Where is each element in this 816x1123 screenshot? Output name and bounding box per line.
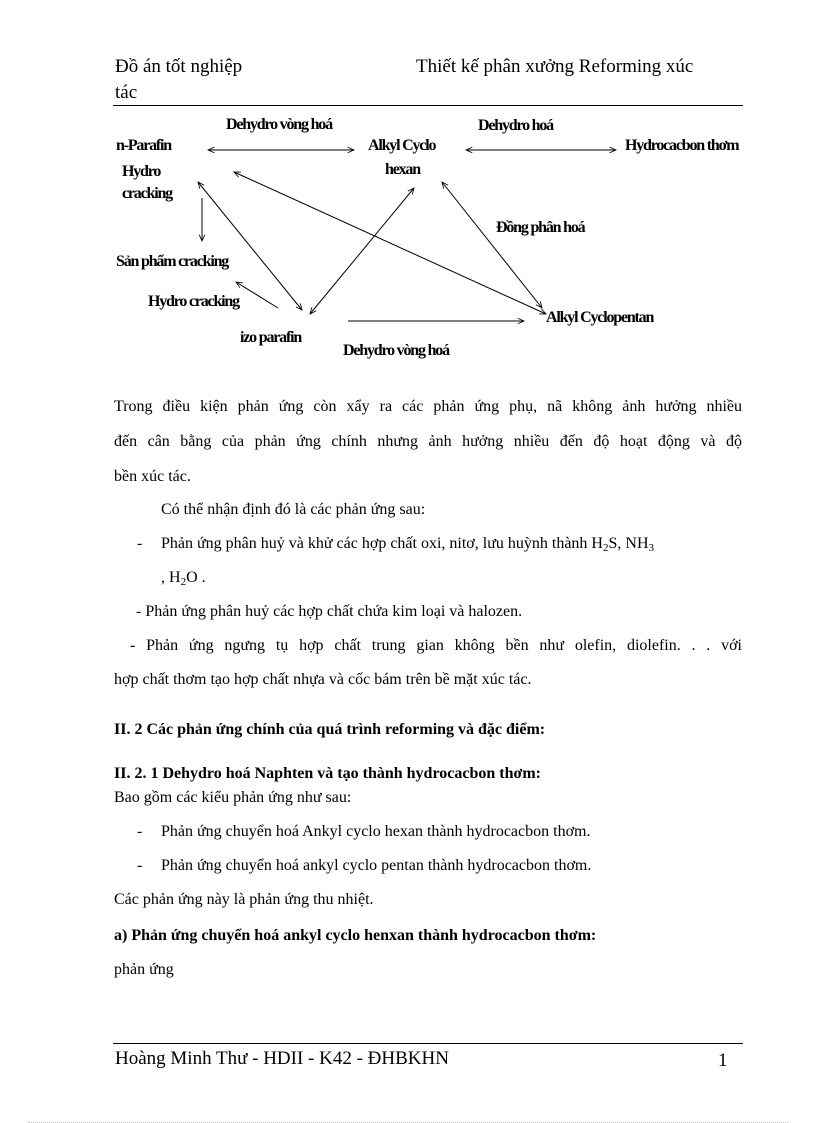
- label-dehydro-hoa: Dehydro hoá: [478, 117, 553, 134]
- reaction-diagram: [100, 110, 780, 370]
- bullet-4: Phản ứng chuyển hoá Ankyl cyclo hexan thành hydrocacbon thơm.: [161, 823, 591, 840]
- label-alkyl-cyclo: Alkyl Cyclo: [368, 137, 436, 154]
- bullet-1-line-1: Phản ứng phân huỷ và khử các hợp chất oxi, nitơ, lưu huỳnh thành $H_2S$, $NH_3$: [161, 535, 654, 554]
- header-rule: [113, 105, 743, 106]
- bullet-dash: -: [137, 823, 143, 840]
- label-san-pham-cracking: Sản phẩm cracking: [116, 253, 229, 270]
- paragraph-5: phản ứng: [114, 961, 174, 978]
- label-alkyl-cyclopentan: Alkyl Cyclopentan: [546, 309, 654, 326]
- paragraph-2: Có thể nhận định đó là các phản ứng sau:: [161, 501, 426, 518]
- label-hydrocacbon-thom: Hydrocacbon thơm: [625, 137, 739, 154]
- header-left-continued: tác: [115, 82, 138, 103]
- paragraph-4: Các phản ứng này là phản ứng thu nhiệt.: [114, 891, 374, 908]
- section-heading: II. 2 Các phản ứng chính của quá trình reforming và đặc điểm:: [114, 721, 546, 738]
- arrow-alkylcyclohexan-izoparafin: [310, 188, 414, 314]
- label-hexan: hexan: [385, 161, 420, 178]
- label-izo-parafin: izo parafin: [240, 329, 302, 346]
- bullet-1-line-2: , $H_2O$ .: [161, 569, 206, 588]
- arrow-izoparafin-cracking: [236, 282, 278, 308]
- label-cracking: cracking: [122, 185, 172, 202]
- label-dehydro-vong-hoa-bottom: Dehydro vòng hoá: [343, 342, 449, 359]
- bullet-3-line-1: - Phản ứng ngưng tụ hợp chất trung gian không bền như olefin, diolefin. . . với: [130, 637, 742, 654]
- paragraph-1-line-1: Trong điều kiện phản ứng còn xẩy ra các phản ứng phụ, nã không ảnh hưởng nhiều: [114, 398, 742, 415]
- page-number: 1: [718, 1050, 728, 1071]
- bullet-dash: -: [137, 857, 143, 874]
- label-hydro: Hydro: [122, 163, 161, 180]
- arrow-nparafin-alkylcyclopentan: [234, 172, 546, 314]
- paragraph-1-line-3: bền xúc tác.: [114, 468, 191, 485]
- bullet-3-line-2: hợp chất thơm tạo hợp chất nhựa và cốc bám trên bề mặt xúc tác.: [114, 671, 532, 688]
- bullet-5: Phản ứng chuyển hoá ankyl cyclo pentan thành hydrocacbon thơm.: [161, 857, 592, 874]
- label-dehydro-vong-hoa-top: Dehydro vòng hoá: [226, 116, 332, 133]
- paragraph-1-line-2: đến cân bằng của phản ứng chính nhưng ảnh hưởng nhiều đến độ hoạt động và độ: [114, 433, 742, 450]
- subheading-a: a) Phản ứng chuyển hoá ankyl cyclo henxan thành hydrocacbon thơm:: [114, 927, 597, 944]
- header-right: Thiết kế phân xưởng Reforming xúc: [416, 56, 694, 77]
- header-left: Đồ án tốt nghiệp: [115, 56, 243, 77]
- label-n-parafin: n-Parafin: [116, 137, 171, 154]
- footer-rule: [113, 1043, 743, 1044]
- bullet-2: - Phản ứng phân huỷ các hợp chất chứa kim loại và halozen.: [136, 603, 523, 620]
- paragraph-3: Bao gồm các kiểu phản ứng như sau:: [114, 789, 352, 806]
- subsection-heading: II. 2. 1 Dehydro hoá Naphten và tạo thành hydrocacbon thơm:: [114, 765, 541, 782]
- label-hydro-cracking: Hydro cracking: [148, 293, 239, 310]
- label-dong-phan-hoa: Đồng phân hoá: [496, 219, 585, 236]
- bullet-dash: -: [137, 535, 143, 552]
- footer-left: Hoàng Minh Thư - HDII - K42 - ĐHBKHN: [115, 1048, 449, 1069]
